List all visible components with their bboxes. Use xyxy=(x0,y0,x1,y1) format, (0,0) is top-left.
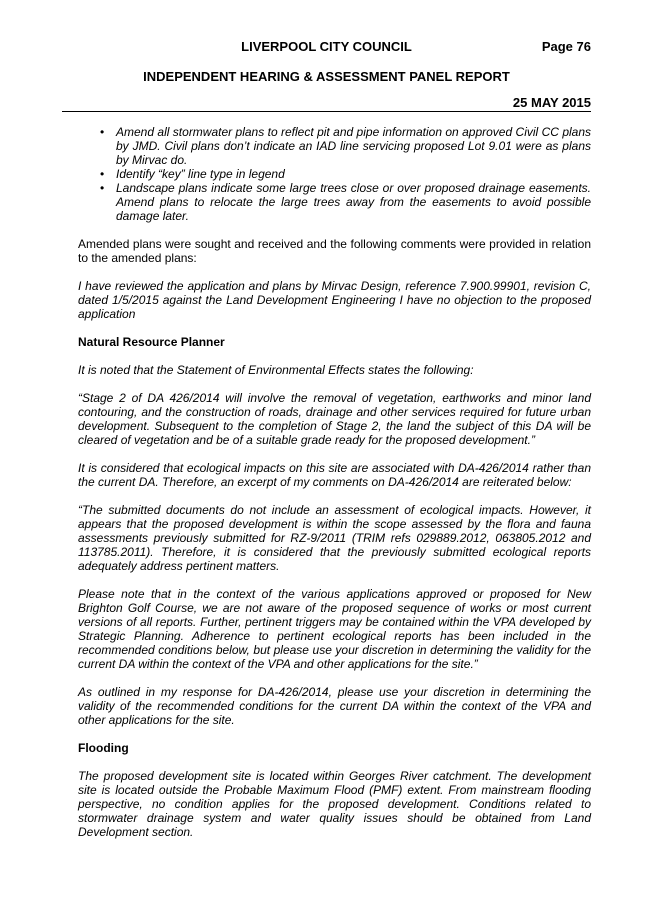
report-date: 25 MAY 2015 xyxy=(512,95,591,110)
flooding-paragraph: The proposed development site is located within Georges River catchment. The development site is located outside the Probable Maximum Flood (PMF) extent. From mainstream flooding perspective, no condition applies for the proposed development. Conditions related to stormwater drainage system and water quality issues should be obtained from Land Development section. xyxy=(78,769,591,839)
council-name: LIVERPOOL CITY COUNCIL xyxy=(241,39,412,54)
flooding-heading: Flooding xyxy=(78,741,129,755)
natural-resource-planner-heading: Natural Resource Planner xyxy=(78,335,225,349)
list-item xyxy=(78,167,591,181)
noted-paragraph: It is noted that the Statement of Environmental Effects states the following: xyxy=(78,363,474,377)
amendment-list xyxy=(78,125,591,223)
submitted-documents-paragraph: “The submitted documents do not include an assessment of ecological impacts. However, it appears that the proposed development is within the scope assessed by the flora and fauna assessments previously submitted for RZ-9/2011 (TRIM refs 029889.2012, 063805.2012 and 113785.2011). Therefore, it is considered that the previously submitted ecological reports adequately address pertinent matters. xyxy=(78,503,591,573)
list-item xyxy=(78,125,591,167)
page-number: Page 76 xyxy=(541,39,591,54)
document-body xyxy=(78,125,591,853)
please-note-paragraph: Please note that in the context of the various applications approved or proposed for New Brighton Golf Course, we are not aware of the proposed sequence of works or most current versions of all reports. Further, pertinent triggers may be contained within the VPA developed by Strategic Planning. Adherence to pertinent ecological reports has been included in the recommended conditions below, but please use your discretion in determining the validity for the current DA within the context of the VPA and other applications for the site.” xyxy=(78,587,591,671)
outlined-paragraph: As outlined in my response for DA-426/2014, please use your discretion in determining the validity of the recommended conditions for the current DA within the context of the VPA and other applications for the site. xyxy=(78,685,591,727)
list-item-text: Identify “key” line type in legend xyxy=(116,167,285,181)
header-divider xyxy=(62,111,591,112)
list-item-text: Landscape plans indicate some large trees close or over proposed drainage easements. Amend plans to relocate the large trees away from the easements to avoid possible damage later. xyxy=(116,181,591,223)
stage2-quote-paragraph: “Stage 2 of DA 426/2014 will involve the removal of vegetation, earthworks and minor land contouring, and the construction of roads, drainage and other services required for future urban development. Subsequent to the completion of Stage 2, the land the subject of this DA will be cleared of vegetation and be of a suitable grade ready for the proposed development.” xyxy=(78,391,591,447)
review-comment-paragraph: I have reviewed the application and plans by Mirvac Design, reference 7.900.99901, revision C, dated 1/5/2015 against the Land Development Engineering I have no objection to the proposed application xyxy=(78,279,591,321)
list-item xyxy=(78,181,591,223)
list-item-text: Amend all stormwater plans to reflect pit and pipe information on approved Civil CC plans by JMD. Civil plans don’t indicate an IAD line servicing proposed Lot 9.01 were as plans by Mirvac do. xyxy=(116,125,591,167)
report-title: INDEPENDENT HEARING & ASSESSMENT PANEL REPORT xyxy=(143,69,510,84)
amended-plans-paragraph: Amended plans were sought and received and the following comments were provided in relation to the amended plans: xyxy=(78,237,591,265)
ecological-impacts-paragraph: It is considered that ecological impacts on this site are associated with DA-426/2014 rather than the current DA. Therefore, an excerpt of my comments on DA-426/2014 are reiterated below: xyxy=(78,461,591,489)
bullet-icon: • xyxy=(100,125,105,139)
bullet-icon: • xyxy=(100,167,105,181)
bullet-icon: • xyxy=(100,181,105,195)
